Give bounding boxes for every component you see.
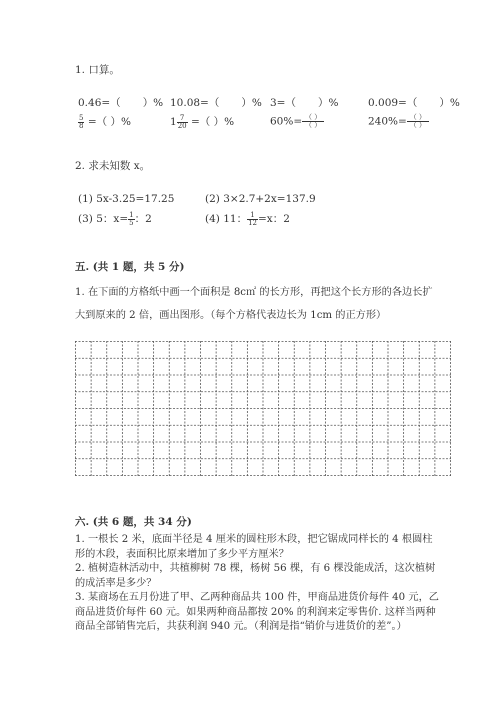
whole-number: 1 — [170, 116, 177, 128]
calc-left: 10.08=（ — [170, 97, 220, 109]
fraction: $\frac{1}{5}$ — [129, 210, 134, 227]
calc-item — [78, 114, 131, 130]
grid-lines — [75, 341, 451, 476]
calc-left: 60%= — [270, 115, 303, 128]
section-5-heading: 五. (共 1 题，共 5 分) — [75, 261, 185, 273]
question-line: 2. 植树造林活动中，共植柳树 78 棵，杨树 56 棵，有 6 棵没能成活，这次植树 — [75, 563, 436, 574]
question-line: 3. 某商场在五月份进了甲、乙两种商品共 100 件，甲商品进货价每件 40 元，乙 — [75, 592, 439, 603]
calc-right: ）% — [142, 97, 164, 109]
section-5-question-line: 大到原来的 2 倍，画出图形。（每个方格代表边长为 1cm 的正方形） — [75, 310, 387, 321]
fraction: $\frac{1}{12}$ — [248, 210, 257, 227]
calc-item — [170, 95, 262, 110]
calc-item — [368, 95, 460, 110]
question-2-title: 2. 求未知数 x。 — [75, 160, 151, 172]
question-line: 的成活率是多少？ — [75, 577, 157, 589]
calc-left: 0.009=（ — [368, 97, 418, 109]
calc-item — [170, 114, 234, 130]
fraction: $\frac{5}{8}$ — [79, 113, 84, 130]
section-5-question-line: 1. 在下面的方格纸中画一个面积是 8c㎡ 的长方形，再把这个长方形的各边长扩 — [75, 287, 433, 298]
calc-left: 240%= — [368, 115, 407, 128]
calc-item — [78, 95, 163, 110]
question-line: 1. 一根长 2 米，底面半径是 4 厘米的圆柱形木段，把它锯成同样长的 4 根圆柱 — [75, 534, 433, 545]
section-6-heading: 六. (共 6 题，共 34 分) — [75, 516, 192, 528]
calc-right: ）% — [439, 97, 460, 109]
question-1-title: 1. 口算。 — [75, 64, 120, 76]
equation-1: (1) 5x-3.25=17.25 — [78, 193, 175, 205]
calc-item — [368, 114, 429, 129]
blank-fraction: $\frac{( )}{( )}$ — [302, 114, 324, 129]
blank-fraction: $\frac{( )}{( )}$ — [407, 114, 429, 129]
calc-right: =（ ）% — [190, 116, 235, 128]
question-line: 商品全部销售完后，共获利润 940 元。（利润是指“销价与进货价的差”。） — [75, 621, 407, 632]
calc-left: 3=（ — [270, 97, 296, 109]
calc-right: ）% — [317, 97, 339, 109]
calc-right: =（ ）% — [87, 116, 131, 128]
calc-item — [270, 95, 338, 110]
fraction: $\frac{7}{20}$ — [177, 113, 187, 130]
section-6-questions — [75, 533, 453, 635]
question-line: 商品进货价每件 60 元。如果两种商品都按 20% 的利润来定零售价. 这样当两种 — [75, 606, 436, 618]
calc-left: 0.46=（ — [78, 97, 121, 109]
calc-item — [270, 114, 324, 129]
grid-paper[interactable] — [75, 341, 451, 476]
question-line: 形的木段，表面积比原来增加了多少平方厘米？ — [75, 548, 289, 560]
equation-3: (3) 5：x= $\frac{1}{5}$ ：2 — [78, 210, 152, 227]
equation-2: (2) 3×2.7+2x=137.9 — [205, 193, 316, 205]
equation-4: (4) 11： $\frac{1}{12}$ =x：2 — [205, 210, 290, 227]
calc-right: ）% — [241, 97, 262, 109]
